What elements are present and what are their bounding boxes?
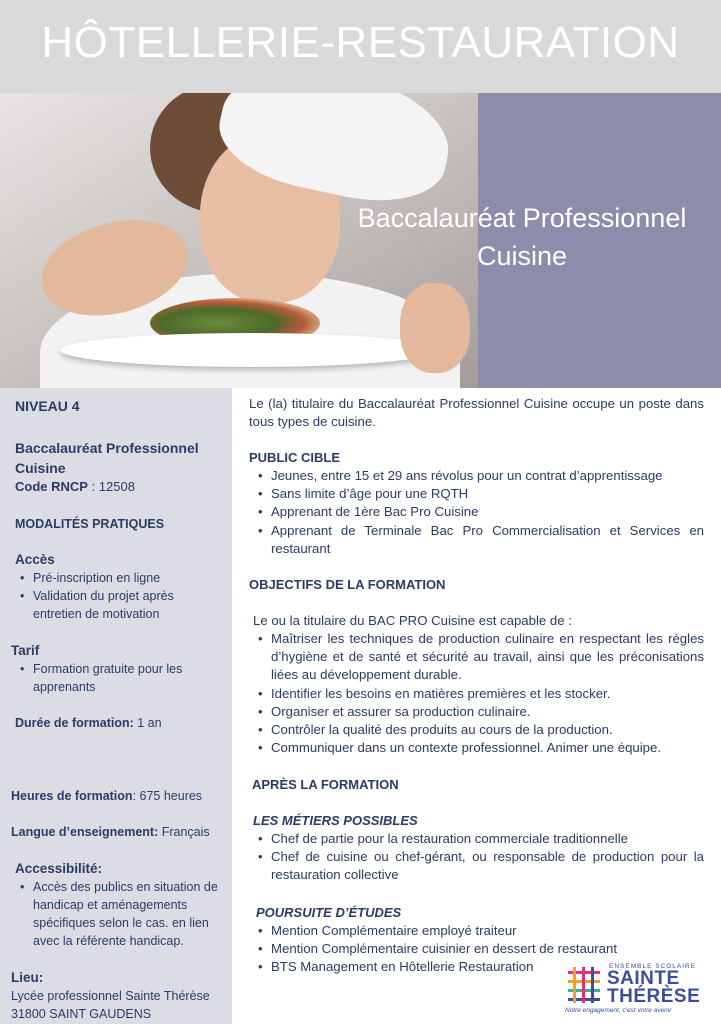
tarif-list bbox=[15, 660, 215, 696]
tarif-item: • Formation gratuite pour les apprenants bbox=[15, 660, 215, 696]
intro-paragraph: Le (la) titulaire du Baccalauréat Professionnel Cuisine occupe un poste dans tous types de cuisine. bbox=[249, 396, 704, 430]
diploma-line2: Cuisine bbox=[15, 460, 66, 476]
public-item: • Sans limite d’âge pour une RQTH bbox=[253, 485, 704, 503]
hero-title-line1: Baccalauréat Professionnel bbox=[357, 203, 687, 233]
objectifs-intro: Le ou la titulaire du BAC PRO Cuisine est capable de : bbox=[253, 613, 572, 628]
poursuite-item: • Mention Complémentaire employé traiteur bbox=[253, 922, 704, 940]
objectifs-list bbox=[253, 630, 704, 757]
public-item: • Apprenant de 1ère Bac Pro Cuisine bbox=[253, 503, 704, 521]
objectifs-item: • Identifier les besoins en matières premières et les stocker. bbox=[253, 685, 704, 703]
modalites-heading: MODALITÉS PRATIQUES bbox=[15, 517, 165, 531]
duree-value: 1 an bbox=[133, 716, 162, 730]
langue-label: Langue d’enseignement: bbox=[11, 825, 159, 839]
accessibilite-list bbox=[15, 878, 227, 950]
objectifs-heading: OBJECTIFS DE LA FORMATION bbox=[249, 577, 446, 592]
acces-item: • Pré-inscription en ligne bbox=[15, 569, 215, 587]
tarif-heading: Tarif bbox=[11, 643, 40, 658]
logo-line2: THÉRÈSE bbox=[607, 986, 701, 1007]
objectifs-item: • Maîtriser les techniques de production culinaire en respectant les règles d’hygiène et de santé et sécurité au travail, ainsi que les préconisations liées au développement durable. bbox=[253, 630, 704, 685]
logo-tagline: Notre engagement, c'est votre avenir bbox=[565, 1007, 672, 1014]
objectifs-item: • Organiser et assurer sa production culinaire. bbox=[253, 703, 704, 721]
heures-label: Heures de formation bbox=[11, 789, 133, 803]
lieu-line2: 31800 SAINT GAUDENS bbox=[11, 1007, 152, 1021]
poursuite-item: • BTS Management en Hôtellerie Restauration bbox=[253, 958, 704, 976]
public-item: • Jeunes, entre 15 et 29 ans révolus pour un contrat d’apprentissage bbox=[253, 467, 704, 485]
lieu-line1: Lycée professionnel Sainte Thérèse bbox=[11, 989, 210, 1003]
metiers-item: • Chef de cuisine ou chef-gérant, ou responsable de production pour la restauration collective bbox=[253, 848, 704, 884]
objectifs-item: • Communiquer dans un contexte professionnel. Animer une équipe. bbox=[253, 739, 704, 757]
logo-small-text: ENSEMBLE SCOLAIRE bbox=[609, 963, 697, 970]
metiers-list bbox=[253, 830, 704, 885]
langue-line bbox=[11, 823, 210, 841]
hero-title-line2: Cuisine bbox=[476, 241, 568, 271]
poursuite-item: • Mention Complémentaire cuisinier en dessert de restaurant bbox=[253, 940, 704, 958]
accessibilite-heading: Accessibilité: bbox=[15, 861, 103, 876]
acces-item: • Validation du projet après entretien de motivation bbox=[15, 587, 215, 623]
page-title: HÔTELLERIE-RESTAURATION bbox=[41, 18, 680, 67]
langue-value: Français bbox=[158, 825, 210, 839]
diploma-block bbox=[15, 438, 230, 496]
metiers-item: • Chef de partie pour la restauration commerciale traditionnelle bbox=[253, 830, 704, 848]
hero-title bbox=[330, 199, 714, 275]
lieu-address bbox=[11, 987, 231, 1023]
sainte-therese-logo bbox=[565, 963, 715, 1018]
header-banner bbox=[0, 0, 721, 93]
rncp-value: : 12508 bbox=[87, 479, 135, 494]
logo-name bbox=[607, 970, 700, 1006]
poursuite-heading: POURSUITE D’ÉTUDES bbox=[256, 905, 402, 920]
diploma-line1: Baccalauréat Professionnel bbox=[15, 440, 199, 456]
acces-heading: Accès bbox=[15, 552, 55, 567]
rncp-label: Code RNCP bbox=[15, 479, 88, 494]
acces-list bbox=[15, 569, 215, 623]
lieu-heading: Lieu: bbox=[11, 970, 44, 985]
rncp-line bbox=[15, 478, 230, 496]
duree-label: Durée de formation: bbox=[15, 716, 134, 730]
heures-line bbox=[11, 787, 202, 805]
heures-value: : 675 heures bbox=[132, 789, 203, 803]
niveau-label: NIVEAU 4 bbox=[15, 398, 80, 414]
logo-line1: SAINTE bbox=[607, 968, 680, 989]
public-list bbox=[253, 467, 704, 558]
public-heading: PUBLIC CIBLE bbox=[249, 450, 340, 465]
accessibilite-item: • Accès des publics en situation de handicap et aménagements spécifiques selon le cas. en lien avec la référente handicap. bbox=[15, 878, 227, 950]
metiers-heading: LES MÉTIERS POSSIBLES bbox=[253, 813, 418, 828]
duree-line bbox=[15, 714, 162, 732]
objectifs-item: • Contrôler la qualité des produits au cours de la production. bbox=[253, 721, 704, 739]
public-item: • Apprenant de Terminale Bac Pro Commercialisation et Services en restaurant bbox=[253, 522, 704, 558]
hero-banner bbox=[0, 93, 721, 388]
apres-heading: APRÈS LA FORMATION bbox=[252, 777, 399, 792]
weave-logo-icon bbox=[565, 965, 603, 1005]
